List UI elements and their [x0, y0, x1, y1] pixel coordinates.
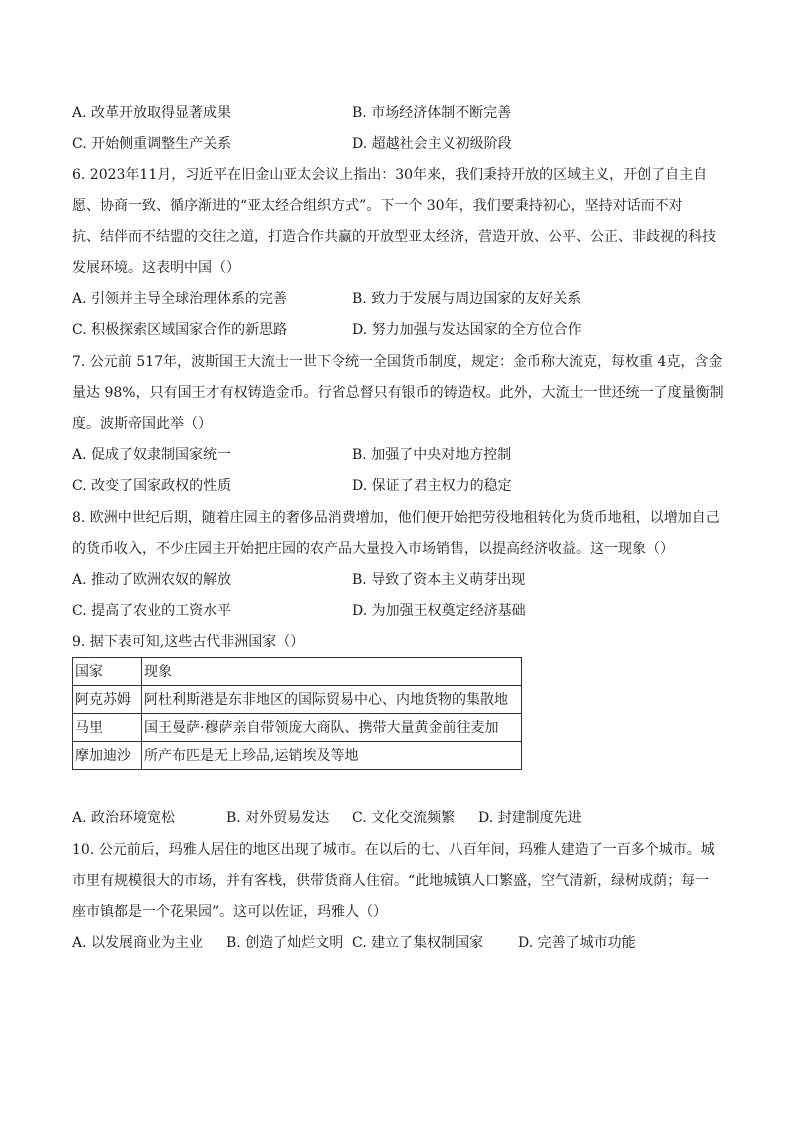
q5-option-b[interactable]: B. 市场经济体制不断完善 [352, 105, 512, 121]
q8-option-b[interactable]: B. 导致了资本主义萌芽出现 [352, 572, 526, 588]
q6-stem-line: 发展环境。这表明中国（） [72, 260, 240, 276]
table-row [73, 742, 522, 770]
q10-option-d[interactable]: D. 完善了城市功能 [518, 935, 636, 951]
table-header-cell: 现象 [142, 658, 522, 686]
q6-stem-line: 6. 2023年11月，习近平在旧金山亚太会议上指出：30年来，我们秉持开放的区域主义，开创了自主自 [72, 167, 708, 183]
table-header-cell: 国家 [73, 658, 142, 686]
table-row [73, 686, 522, 714]
table-cell: 摩加迪沙 [73, 742, 142, 770]
q7-option-b[interactable]: B. 加强了中央对地方控制 [352, 447, 512, 463]
q6-stem-line: 抗、结伴而不结盟的交往之道，打造合作共赢的开放型亚太经济，营造开放、公平、公正、非歧视的科技 [72, 229, 716, 245]
table-cell: 阿克苏姆 [73, 686, 142, 714]
q10-stem-line: 市里有规模很大的市场，并有客栈，供带货商人住宿。“此地城镇人口繁盛，空气清新，绿树成荫；每一 [72, 873, 710, 889]
q5-option-a[interactable]: A. 改革开放取得显著成果 [72, 105, 232, 121]
table-cell: 所产布匹是无上珍品,运销埃及等地 [142, 742, 522, 770]
q7-stem-line: 7. 公元前 517年，波斯国王大流士一世下令统一全国货币制度，规定：金币称大流克，每枚重 4克，含金 [72, 354, 723, 370]
q9-table [72, 657, 522, 770]
q10-option-b[interactable]: B. 创造了灿烂文明 [226, 935, 344, 951]
q7-option-c[interactable]: C. 改变了国家政权的性质 [72, 478, 232, 494]
q6-option-c[interactable]: C. 积极探索区域国家合作的新思路 [72, 322, 288, 338]
q8-stem-line: 的货币收入，不少庄园主开始把庄园的农产品大量投入市场销售，以提高经济收益。这一现象（） [72, 541, 674, 557]
q8-option-c[interactable]: C. 提高了农业的工资水平 [72, 603, 232, 619]
q10-option-c[interactable]: C. 建立了集权制国家 [352, 935, 484, 951]
table-header-row [73, 658, 522, 686]
q10-stem-line: 座市镇都是一个花果园”。这可以佐证，玛雅人（） [72, 904, 388, 920]
q9-option-c[interactable]: C. 文化交流频繁 [352, 810, 456, 826]
q8-option-d[interactable]: D. 为加强王权奠定经济基础 [352, 603, 526, 619]
q6-option-b[interactable]: B. 致力于发展与周边国家的友好关系 [352, 291, 582, 307]
q5-option-d[interactable]: D. 超越社会主义初级阶段 [352, 136, 512, 152]
table-cell: 马里 [73, 714, 142, 742]
table-cell: 阿杜利斯港是东非地区的国际贸易中心、内地货物的集散地 [142, 686, 522, 714]
q6-option-a[interactable]: A. 引领并主导全球治理体系的完善 [72, 291, 288, 307]
q6-stem-line: 愿、协商一致、循序渐进的“亚太经合组织方式”。下一个 30年，我们要秉持初心，坚持对话而不对 [72, 198, 683, 214]
q7-option-d[interactable]: D. 保证了君主权力的稳定 [352, 478, 512, 494]
q9-option-b[interactable]: B. 对外贸易发达 [226, 810, 330, 826]
q9-option-a[interactable]: A. 政治环境宽松 [72, 810, 176, 826]
q9-stem: 9. 据下表可知,这些古代非洲国家（） [72, 634, 305, 650]
table-row [73, 714, 522, 742]
q8-stem-line: 8. 欧洲中世纪后期，随着庄园主的奢侈品消费增加，他们便开始把劳役地租转化为货币地租，以增加自己 [72, 510, 720, 526]
q10-stem-line: 10. 公元前后，玛雅人居住的地区出现了城市。在以后的七、八百年间，玛雅人建造了一百多个城市。城 [72, 842, 715, 858]
q8-option-a[interactable]: A. 推动了欧洲农奴的解放 [72, 572, 232, 588]
table-cell: 国王曼萨·穆萨亲自带领庞大商队、携带大量黄金前往麦加 [142, 714, 522, 742]
q7-stem-line: 量达 98%，只有国王才有权铸造金币。行省总督只有银币的铸造权。此外，大流士一世还统一了度量衡制 [72, 385, 724, 401]
q10-option-a[interactable]: A. 以发展商业为主业 [72, 935, 204, 951]
q9-option-d[interactable]: D. 封建制度先进 [478, 810, 582, 826]
q5-option-c[interactable]: C. 开始侧重调整生产关系 [72, 136, 232, 152]
q7-stem-line: 度。波斯帝国此举（） [72, 416, 212, 432]
q6-option-d[interactable]: D. 努力加强与发达国家的全方位合作 [352, 322, 582, 338]
q7-option-a[interactable]: A. 促成了奴隶制国家统一 [72, 447, 232, 463]
